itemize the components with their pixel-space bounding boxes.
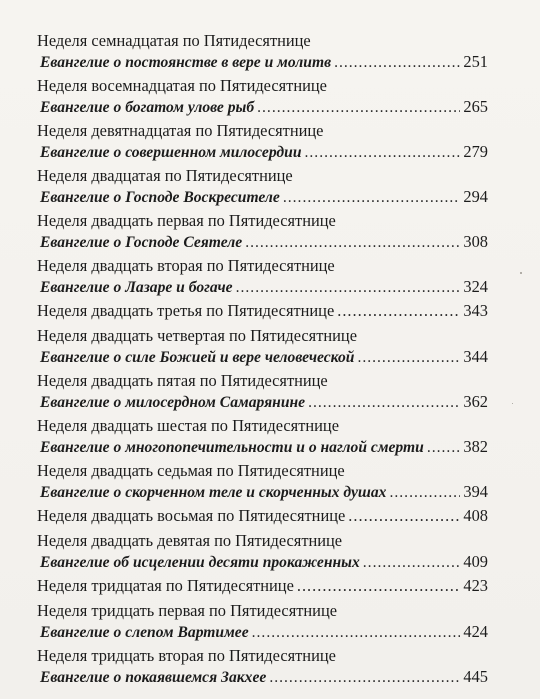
- page-number: 382: [463, 437, 488, 456]
- toc-entry: [37, 30, 488, 75]
- gospel-title: Евангелие о совершенном милосердии: [40, 144, 302, 161]
- toc-entry-gospel-line: [37, 622, 488, 642]
- week-title: Неделя семнадцатая по Пятидесятнице: [37, 31, 311, 50]
- week-title: Неделя двадцать восьмая по Пятидесятнице: [37, 506, 346, 525]
- page-number: 394: [463, 482, 488, 501]
- week-title: Неделя восемнадцатая по Пятидесятнице: [37, 76, 327, 95]
- week-title: Неделя двадцать седьмая по Пятидесятнице: [37, 461, 345, 480]
- toc-entry-heading: [37, 460, 488, 482]
- toc-entry-heading: [37, 575, 488, 597]
- toc-entry-heading: [37, 530, 488, 552]
- toc-entry: [37, 645, 488, 690]
- toc-entry-heading: [37, 600, 488, 622]
- toc-entry: [37, 75, 488, 120]
- dot-leader: [283, 188, 461, 208]
- toc-entry-gospel-line: [37, 552, 488, 572]
- table-of-contents: [37, 30, 488, 690]
- toc-entry: [37, 210, 488, 255]
- page-number: 343: [463, 301, 488, 320]
- toc-entry: [37, 165, 488, 210]
- dot-leader: [305, 143, 461, 163]
- dot-leader: [297, 575, 461, 597]
- toc-entry-heading: [37, 165, 488, 187]
- toc-entry-heading: [37, 255, 488, 277]
- gospel-title: Евангелие о богатом улове рыб: [40, 99, 255, 116]
- toc-entry-gospel-line: [37, 347, 488, 367]
- page-number: 279: [463, 142, 488, 161]
- dot-leader: [252, 623, 461, 643]
- page-number: 308: [463, 232, 488, 251]
- toc-entry-gospel-line: [37, 667, 488, 687]
- dot-leader: [363, 553, 461, 573]
- dot-leader: [389, 483, 460, 503]
- page-number: 265: [463, 97, 488, 116]
- page-number: 408: [463, 506, 488, 525]
- dot-leader: [308, 393, 460, 413]
- toc-entry-gospel-line: [37, 52, 488, 72]
- toc-entry-gospel-line: [37, 187, 488, 207]
- week-title: Неделя двадцать вторая по Пятидесятнице: [37, 256, 335, 275]
- paper-speck: [512, 403, 513, 404]
- toc-entry-heading: [37, 300, 488, 322]
- toc-entry-gospel-line: [37, 277, 488, 297]
- toc-entry: [37, 325, 488, 370]
- toc-entry-gospel-line: [37, 437, 488, 457]
- dot-leader: [236, 278, 461, 298]
- toc-entry: [37, 415, 488, 460]
- dot-leader: [337, 300, 460, 322]
- toc-entry-heading: [37, 120, 488, 142]
- gospel-title: Евангелие о скорченном теле и скорченных душах: [40, 484, 387, 501]
- dot-leader: [334, 53, 460, 73]
- week-title: Неделя двадцать первая по Пятидесятнице: [37, 211, 336, 230]
- page-number: 344: [463, 347, 488, 366]
- toc-entry: [37, 600, 488, 645]
- toc-entry-gospel-line: [37, 142, 488, 162]
- gospel-title: Евангелие о Господе Сеятеле: [40, 234, 243, 251]
- week-title: Неделя двадцать девятая по Пятидесятнице: [37, 531, 343, 550]
- gospel-title: Евангелие о милосердном Самарянине: [40, 394, 306, 411]
- week-title: Неделя двадцатая по Пятидесятнице: [37, 166, 293, 185]
- toc-entry-gospel-line: [37, 97, 488, 117]
- toc-entry: [37, 460, 488, 505]
- toc-entry: [37, 505, 488, 530]
- toc-entry-gospel-line: [37, 392, 488, 412]
- dot-leader: [427, 438, 461, 458]
- page-number: 362: [463, 392, 488, 411]
- toc-entry: [37, 300, 488, 325]
- toc-entry: [37, 120, 488, 165]
- gospel-title: Евангелие о Лазаре и богаче: [40, 279, 233, 296]
- gospel-title: Евангелие о постоянстве в вере и молитв: [40, 54, 332, 71]
- week-title: Неделя двадцать четвертая по Пятидесятнице: [37, 326, 357, 345]
- page-number: 424: [463, 622, 488, 641]
- gospel-title: Евангелие о Господе Воскресителе: [40, 189, 280, 206]
- week-title: Неделя тридцать вторая по Пятидесятнице: [37, 646, 336, 665]
- toc-entry: [37, 370, 488, 415]
- toc-entry-heading: [37, 75, 488, 97]
- week-title: Неделя двадцать третья по Пятидесятнице: [37, 301, 335, 320]
- toc-entry-heading: [37, 325, 488, 347]
- dot-leader: [348, 505, 460, 527]
- page-number: 294: [463, 187, 488, 206]
- paper-speck: [520, 272, 522, 274]
- page-number: 324: [463, 277, 488, 296]
- dot-leader: [357, 348, 460, 368]
- week-title: Неделя двадцать шестая по Пятидесятнице: [37, 416, 339, 435]
- page-number: 251: [463, 52, 488, 71]
- toc-entry-heading: [37, 210, 488, 232]
- gospel-title: Евангелие о силе Божией и вере человеческой: [40, 349, 355, 366]
- toc-entry: [37, 255, 488, 300]
- toc-entry-heading: [37, 370, 488, 392]
- gospel-title: Евангелие о слепом Вартимее: [40, 624, 249, 641]
- page-number: 445: [463, 667, 488, 686]
- toc-entry-heading: [37, 645, 488, 667]
- toc-entry-heading: [37, 505, 488, 527]
- dot-leader: [257, 98, 460, 118]
- toc-entry: [37, 575, 488, 600]
- gospel-title: Евангелие о покаявшемся Закхее: [40, 669, 267, 686]
- dot-leader: [269, 668, 460, 688]
- dot-leader: [245, 233, 460, 253]
- toc-entry: [37, 530, 488, 575]
- week-title: Неделя девятнадцатая по Пятидесятнице: [37, 121, 324, 140]
- toc-entry-heading: [37, 30, 488, 52]
- week-title: Неделя тридцатая по Пятидесятнице: [37, 576, 294, 595]
- week-title: Неделя тридцать первая по Пятидесятнице: [37, 601, 337, 620]
- gospel-title: Евангелие о многопопечительности и о наглой смерти: [40, 439, 424, 456]
- gospel-title: Евангелие об исцелении десяти прокаженных: [40, 554, 360, 571]
- toc-entry-gospel-line: [37, 482, 488, 502]
- toc-entry-heading: [37, 415, 488, 437]
- week-title: Неделя двадцать пятая по Пятидесятнице: [37, 371, 328, 390]
- page-number: 423: [463, 576, 488, 595]
- toc-entry-gospel-line: [37, 232, 488, 252]
- page-number: 409: [463, 552, 488, 571]
